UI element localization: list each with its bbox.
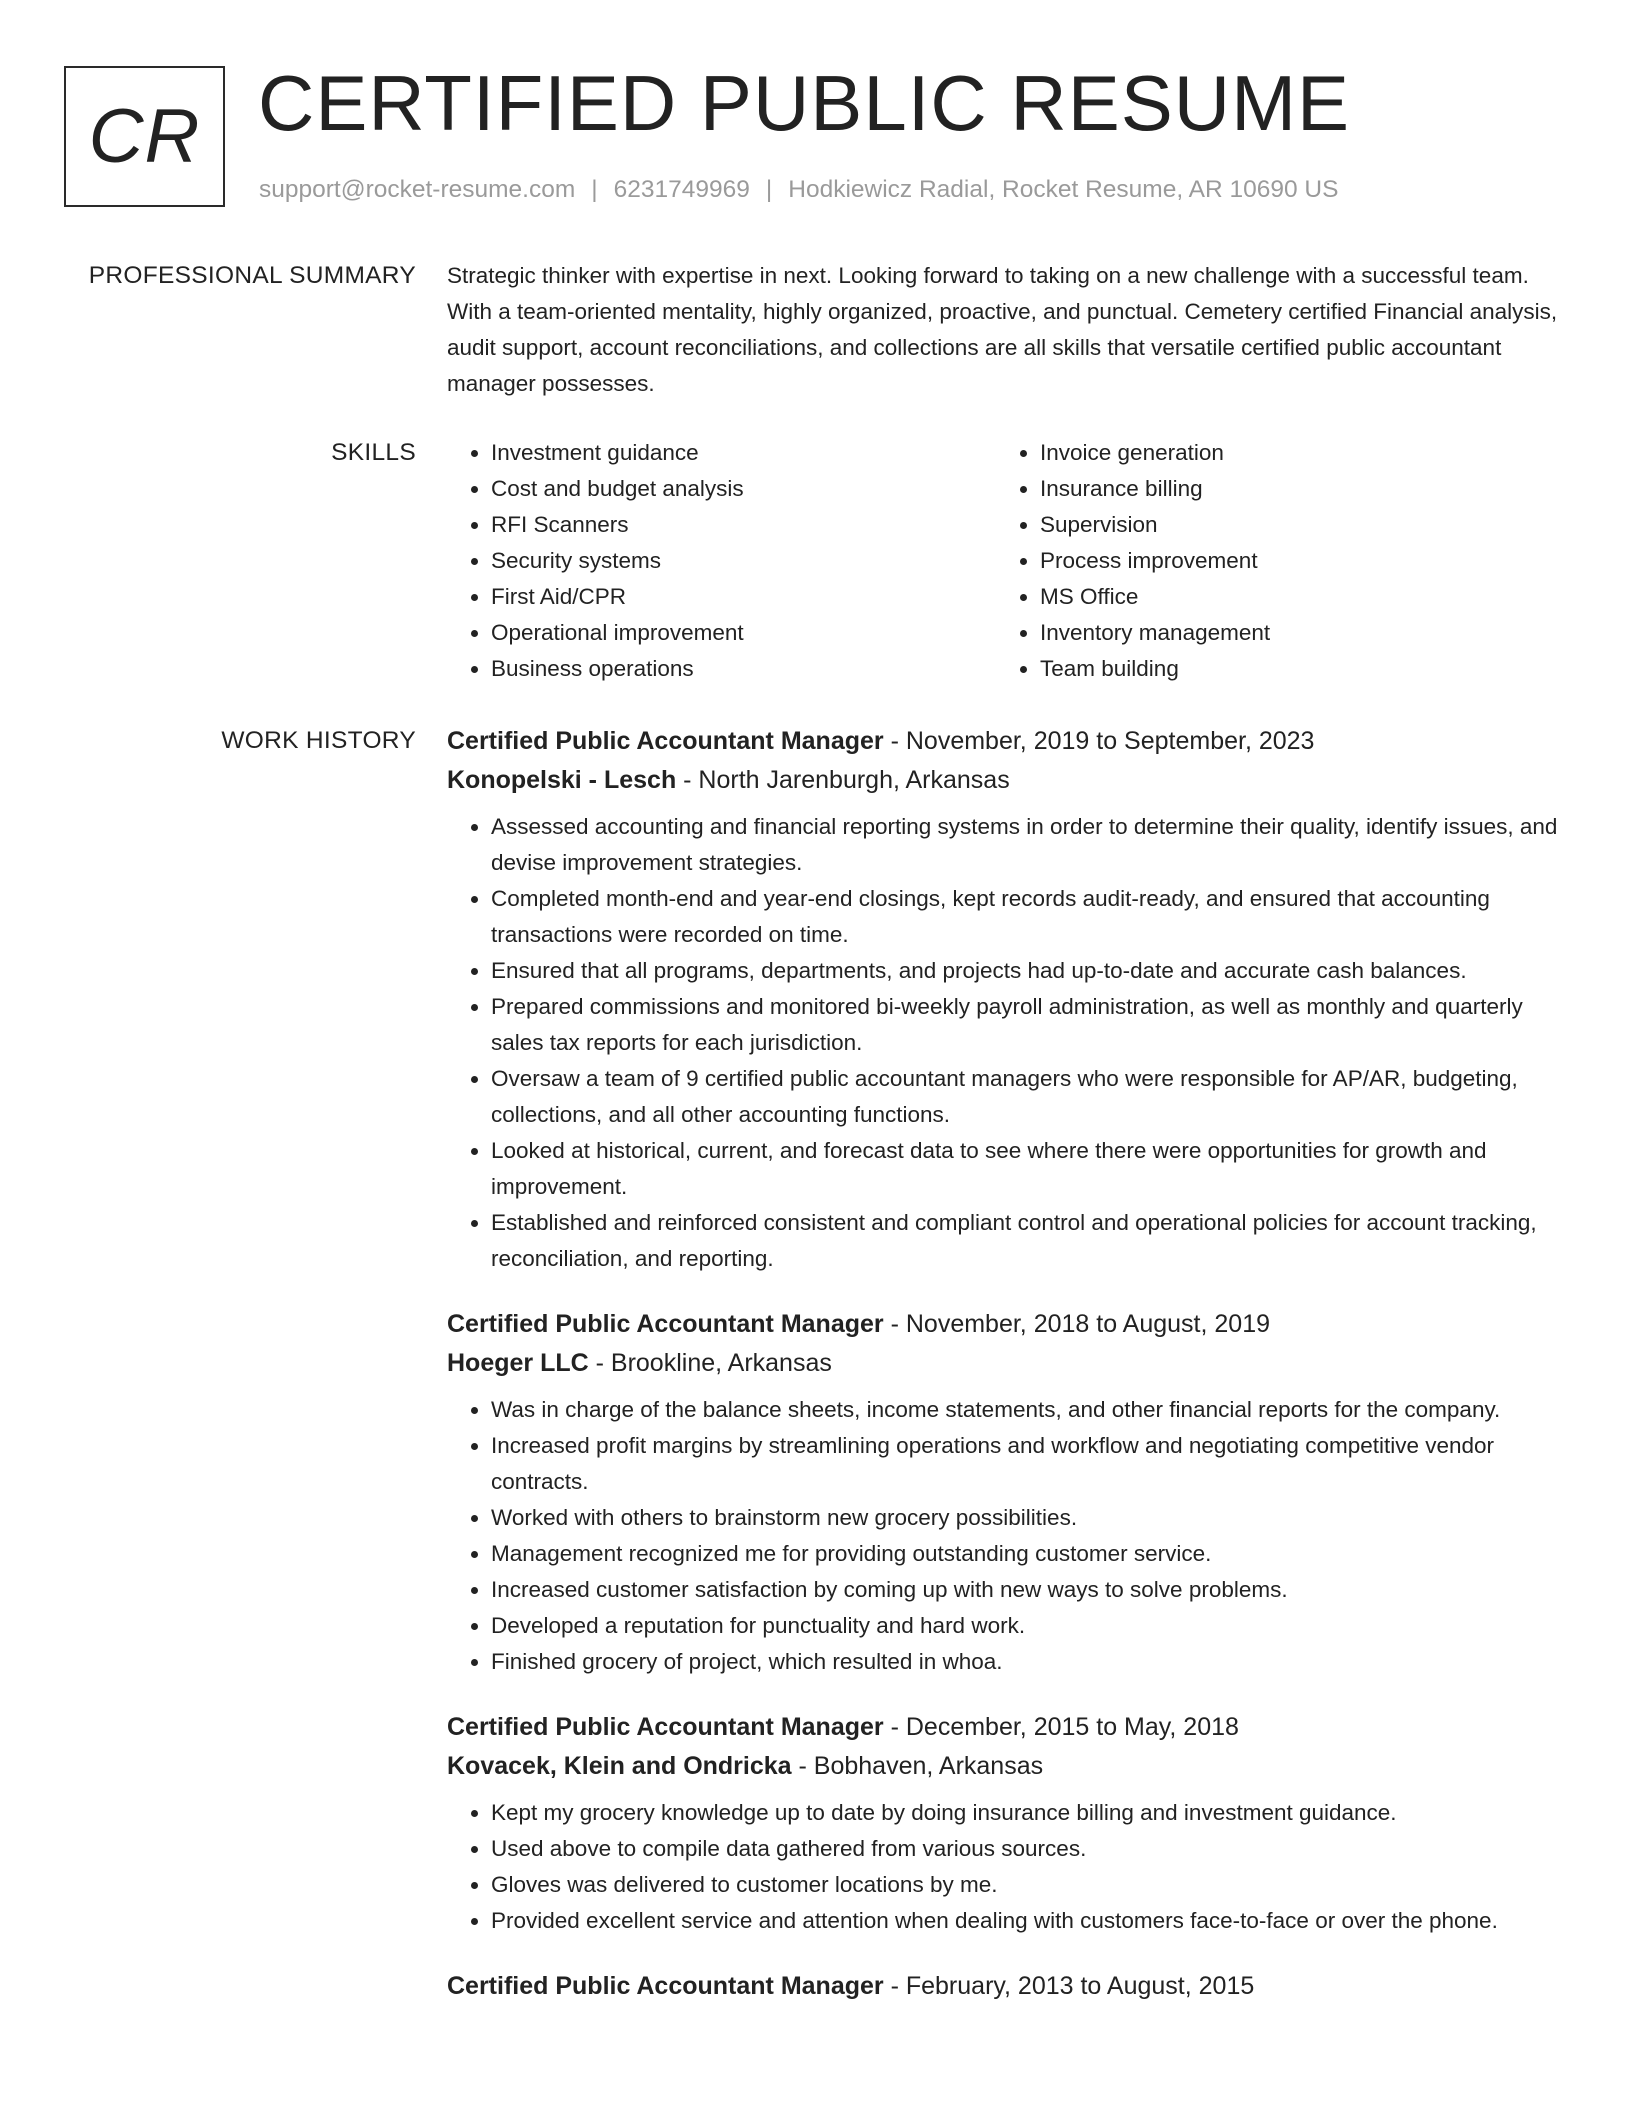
job-bullet: • Prepared commissions and monitored bi-weekly payroll administration, as well as monthly and quarterly sales tax reports for each jurisdiction. [491, 989, 1567, 1061]
job-company-line [447, 1344, 1567, 1383]
skill-item: • Cost and budget analysis [491, 471, 996, 507]
summary-heading: PROFESSIONAL SUMMARY [88, 262, 416, 289]
job-entry [447, 1967, 1567, 2006]
job-dates: - December, 2015 to May, 2018 [883, 1713, 1239, 1741]
skill-item: • Team building [1040, 651, 1545, 687]
job-title-line [447, 1305, 1567, 1344]
contact-separator: | [765, 176, 773, 203]
job-bullets [447, 809, 1567, 1277]
job-bullets [447, 1392, 1567, 1680]
job-bullet: • Increased customer satisfaction by coming up with new ways to solve problems. [491, 1572, 1567, 1608]
skill-item: • Investment guidance [491, 435, 996, 471]
job-bullet: • Increased profit margins by streamlining operations and workflow and negotiating competitive vendor contracts. [491, 1428, 1567, 1500]
monogram-box [64, 66, 225, 207]
job-location: - North Jarenburgh, Arkansas [676, 766, 1010, 794]
job-company-line [447, 761, 1567, 800]
job-location: - Bobhaven, Arkansas [791, 1752, 1044, 1780]
monogram-initials: CR [88, 94, 201, 179]
job-entry [447, 722, 1567, 1277]
skill-item: • First Aid/CPR [491, 579, 996, 615]
contact-email: support@rocket-resume.com [259, 176, 576, 203]
skill-item: • Process improvement [1040, 543, 1545, 579]
job-bullet: • Used above to compile data gathered from various sources. [491, 1831, 1567, 1867]
job-bullet: • Looked at historical, current, and forecast data to see where there were opportunities for growth and improvement. [491, 1133, 1567, 1205]
skill-item: • Operational improvement [491, 615, 996, 651]
contact-address: Hodkiewicz Radial, Rocket Resume, AR 10690 US [788, 176, 1339, 203]
skill-item: • Business operations [491, 651, 996, 687]
skill-item: • MS Office [1040, 579, 1545, 615]
job-bullet: • Assessed accounting and financial reporting systems in order to determine their quality, identify issues, and devise improvement strategies. [491, 809, 1567, 881]
job-role: Certified Public Accountant Manager [447, 727, 884, 755]
job-dates: - November, 2018 to August, 2019 [883, 1310, 1271, 1338]
job-company-line [447, 1747, 1567, 1786]
job-bullet: • Kept my grocery knowledge up to date by doing insurance billing and investment guidance. [491, 1795, 1567, 1831]
job-title-line [447, 1708, 1567, 1747]
job-role: Certified Public Accountant Manager [447, 1310, 884, 1338]
job-list [447, 722, 1567, 2034]
contact-phone: 6231749969 [613, 176, 750, 203]
skill-item: • Invoice generation [1040, 435, 1545, 471]
skill-item: • Inventory management [1040, 615, 1545, 651]
job-title-line [447, 722, 1567, 761]
job-company: Hoeger LLC [447, 1349, 589, 1377]
work-history-heading: WORK HISTORY [221, 727, 416, 754]
summary-text: Strategic thinker with expertise in next. Looking forward to taking on a new challenge with a successful team. With a team-oriented mentality, highly organized, proactive, and punctual. Cemetery certified Financial analysis, audit support, account reconciliations, and collections are all skills that versatile certified public accountant manager possesses. [447, 263, 1558, 396]
skill-item: • Insurance billing [1040, 471, 1545, 507]
job-bullet: • Finished grocery of project, which resulted in whoa. [491, 1644, 1567, 1680]
job-bullet: • Provided excellent service and attention when dealing with customers face-to-face or over the phone. [491, 1903, 1567, 1939]
skills-columns [447, 435, 1567, 687]
skills-list-left [447, 435, 996, 687]
job-entry [447, 1305, 1567, 1680]
contact-line [259, 176, 1338, 204]
skills-list-right [996, 435, 1545, 687]
skill-item: • RFI Scanners [491, 507, 996, 543]
job-bullet: • Gloves was delivered to customer locations by me. [491, 1867, 1567, 1903]
job-dates: - February, 2013 to August, 2015 [883, 1972, 1255, 2000]
job-bullet: • Established and reinforced consistent and compliant control and operational policies for account tracking, reconciliation, and reporting. [491, 1205, 1567, 1277]
job-bullets [447, 1795, 1567, 1939]
contact-separator: | [591, 176, 598, 203]
job-bullet: • Oversaw a team of 9 certified public accountant managers who were responsible for AP/AR, budgeting, collections, and all other accounting functions. [491, 1061, 1567, 1133]
job-bullet: • Ensured that all programs, departments, and projects had up-to-date and accurate cash balances. [491, 953, 1567, 989]
skills-heading: SKILLS [331, 439, 416, 466]
job-location: - Brookline, Arkansas [588, 1349, 832, 1377]
job-entry [447, 1708, 1567, 1939]
job-bullet: • Developed a reputation for punctuality and hard work. [491, 1608, 1567, 1644]
job-title-line [447, 1967, 1567, 2006]
job-bullet: • Completed month-end and year-end closings, kept records audit-ready, and ensured that accounting transactions were recorded on time. [491, 881, 1567, 953]
job-company: Konopelski - Lesch [447, 766, 677, 794]
job-bullet: • Management recognized me for providing outstanding customer service. [491, 1536, 1567, 1572]
job-role: Certified Public Accountant Manager [447, 1972, 884, 2000]
job-role: Certified Public Accountant Manager [447, 1713, 884, 1741]
job-dates: - November, 2019 to September, 2023 [883, 727, 1315, 755]
job-bullet: • Was in charge of the balance sheets, income statements, and other financial reports for the company. [491, 1392, 1567, 1428]
skill-item: • Security systems [491, 543, 996, 579]
skill-item: • Supervision [1040, 507, 1545, 543]
resume-name: CERTIFIED PUBLIC RESUME [258, 59, 1351, 147]
job-company: Kovacek, Klein and Ondricka [447, 1752, 792, 1780]
job-bullet: • Worked with others to brainstorm new grocery possibilities. [491, 1500, 1567, 1536]
